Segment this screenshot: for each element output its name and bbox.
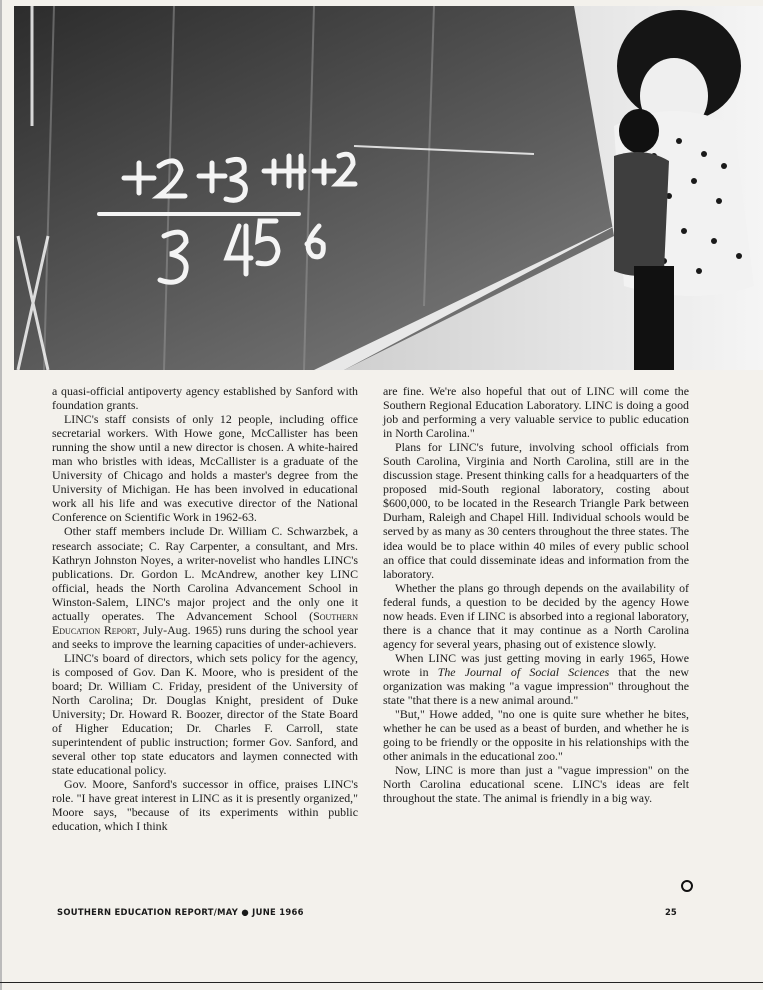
paragraph: Gov. Moore, Sanford's successor in office, praises LINC's role. "I have great interest in LINC as it is presently organized," Moore says, "because of its experiments within public education, which I think bbox=[52, 777, 358, 834]
text-run: Other staff members include Dr. William C. Schwarzbek, a research associate; C. Ray Carpenter, a consultant, and Mrs. Kathryn Johnston Noyes, a writer-novelist who handles LINC's publications. Dr. Gordon L. McAndrew, another key LINC official, heads the North Carolina Advancement School in Winston-Salem, LINC's major project and the only one it actually operates. The Advancement School ( bbox=[52, 524, 358, 623]
end-of-article-icon bbox=[681, 880, 693, 892]
paragraph: Now, LINC is more than just a "vague impression" on the North Carolina educational scene. LINC's ideas are felt throughout the state. The animal is friendly in a big way. bbox=[383, 763, 689, 806]
paragraph: a quasi-official antipoverty agency established by Sanford with foundation grants. bbox=[52, 384, 358, 413]
right-text-column bbox=[383, 384, 689, 805]
left-text-column bbox=[52, 384, 358, 834]
paragraph: Plans for LINC's future, involving school officials from South Carolina, Virginia and North Carolina, still are in the discussion stage. Present thinking calls for a headquarters of the proposed mid-South regional laboratory, costing about $600,000, to be located in the Research Triangle Park between Durham, Raleigh and Chapel Hill. Individual schools would be served by as many as 30 centers throughout the three states. The idea would be to place within 40 miles of every public school an office that could disseminate ideas and information from the laboratory. bbox=[383, 440, 689, 581]
chalkboard-arithmetic-photo-icon bbox=[14, 6, 763, 370]
paragraph bbox=[383, 651, 689, 707]
paragraph: LINC's staff consists of only 12 people, including office secretarial workers. With Howe gone, McCallister has been running the show until a new director is chosen. A white-haired man who bristles with ideas, McCallister is a graduate of the University of Chicago and holds a master's degree from the University of Michigan. He has been involved in educational work all his life and was executive director of the National Conference on Scientific Work in 1962-63. bbox=[52, 412, 358, 525]
page-edge bbox=[0, 0, 2, 990]
bottom-rule bbox=[0, 982, 763, 983]
text-run: , July-Aug. 1965) runs during the school year and seeks to improve the learning capacities of under-achievers. bbox=[52, 622, 358, 651]
chalkboard-photo bbox=[14, 6, 763, 370]
text-run: When LINC was just getting moving in early 1965, Howe wrote in bbox=[383, 650, 689, 679]
paragraph: LINC's board of directors, which sets policy for the agency, is composed of Gov. Dan K. Moore, who is president of the board; Dr. William C. Friday, president of the University of North Carolina; Dr. Douglas Knight, president of Duke University; Dr. Howard R. Boozer, director of the State Board of Higher Education; Dr. Charles F. Carroll, state superintendent of public instruction; former Gov. Sanford, and several other top state educators and laymen connected with state educational policy. bbox=[52, 650, 358, 778]
page-number: 25 bbox=[665, 907, 677, 917]
paragraph: are fine. We're also hopeful that out of LINC will come the Southern Regional Education Laboratory. LINC is doing a good job and performing a very valuable service to public education in North Carolina." bbox=[383, 384, 689, 441]
publication-name: Southern Education Report bbox=[52, 608, 358, 637]
journal-title: The Journal of Social Sciences bbox=[437, 664, 610, 679]
footer-publication: SOUTHERN EDUCATION REPORT/MAY ● JUNE 1966 bbox=[57, 907, 304, 917]
paragraph: Whether the plans go through depends on the availability of federal funds, a question to be decided by the agency Howe now heads. Even if LINC is absorbed into a regional laboratory, there is a chance that it may continue as a North Carolina agency for several years, phasing out of existence slowly. bbox=[383, 580, 689, 651]
paragraph: "But," Howe added, "no one is quite sure whether he bites, whether he can be used as a beast of burden, and whether he is going to be friendly or the opposite in his relationships with the other animals in the educational zoo." bbox=[383, 707, 689, 764]
text-run: that the new organization was making "a vague impression" throughout the state "that there is a new animal around." bbox=[383, 664, 689, 708]
paragraph bbox=[52, 524, 358, 650]
